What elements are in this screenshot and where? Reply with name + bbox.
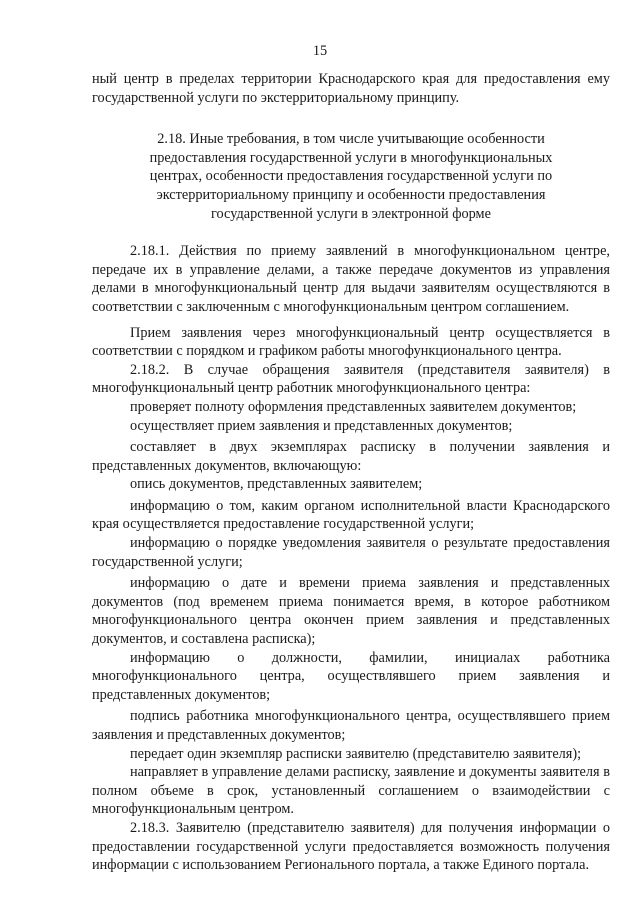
page-content — [92, 70, 610, 875]
list-item: составляет в двух экземплярах расписку в получении заявления и представленных документов, включающую: — [92, 439, 610, 474]
list-item: информацию о дате и времени приема заявления и представленных документов (под временем приема понимается время, в которое работником многофункционального центра окончен прием заявления и представленных документов, и составлена расписка); — [92, 575, 610, 648]
paragraph: Прием заявления через многофункциональный центр осуществляется в соответствии с порядком и графиком работы многофункционального центра. — [92, 324, 610, 360]
list-item: подпись работника многофункционального центра, осуществлявшего прием заявления и представленных документов; — [92, 708, 610, 743]
paragraph: 2.18.1. Действия по приему заявлений в многофункциональном центре, передаче их в управление делами, а также передаче документов из управления делами в многофункциональный центр для выдачи заявителям осуществляются в соответствии с заключенным с многофункциональным центром соглашением. — [92, 243, 610, 315]
list-item: информацию о том, каким органом исполнительной власти Краснодарского края осуществляется предоставление государственной услуги; — [92, 497, 610, 533]
paragraph: 2.18.2. В случае обращения заявителя (представителя заявителя) в многофункциональный центр работник многофункционального центра: — [92, 361, 610, 397]
paragraph: 2.18.3. Заявителю (представителю заявителя) для получения информации о предоставлении государственной услуги предоставляется возможность получения информации с использованием Регионального портала, а также Единого портала. — [92, 819, 610, 874]
section-heading: 2.18. Иные требования, в том числе учитывающие особенности предоставления государственной услуги в многофункциональных центрах, особенности предоставления государственной услуги по экстерриториальному принципу и особенности предоставления государственной услуги в электронной форме — [149, 131, 553, 222]
list-item: информацию о порядке уведомления заявителя о результате предоставления государственной услуги; — [92, 535, 610, 570]
list-item: информацию о должности, фамилии, инициалах работника многофункционального центра, осуществлявшего прием заявления и представленных документов; — [92, 649, 610, 703]
page-number: 15 — [312, 43, 328, 59]
list-item: направляет в управление делами расписку, заявление и документы заявителя в полном объеме в срок, установленный соглашением о взаимодействии с многофункциональным центром. — [92, 764, 610, 818]
list-item: передает один экземпляр расписки заявителю (представителю заявителя); — [130, 745, 582, 762]
list-item: опись документов, представленных заявителем; — [130, 476, 423, 493]
list-item: проверяет полноту оформления представленных заявителем документов; — [130, 398, 577, 415]
continuation-paragraph: ный центр в пределах территории Краснодарского края для предоставления ему государственной услуги по экстерриториальному принципу. — [92, 71, 610, 106]
list-item: осуществляет прием заявления и представленных документов; — [130, 417, 513, 434]
